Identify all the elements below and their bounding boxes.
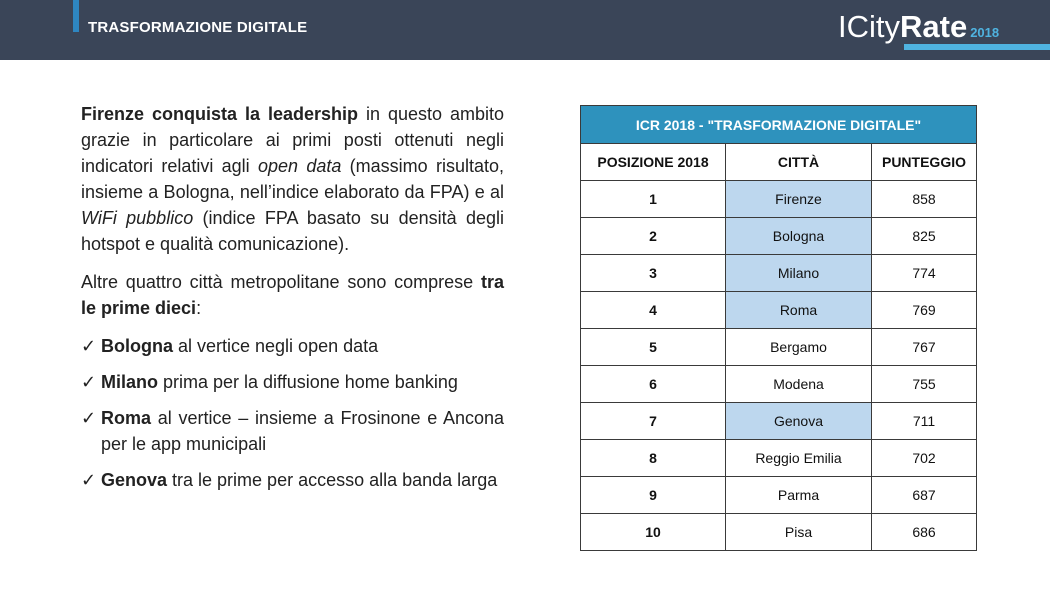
paragraph-text: Altre quattro città metropolitane sono comprese bbox=[81, 272, 481, 292]
bullet-city: Bologna bbox=[101, 336, 173, 356]
logo-text-icity: ICity bbox=[838, 9, 900, 44]
paragraph-text: (massimo risultato, insieme a Bologna, nell’indice elaborato da FPA) e al bbox=[81, 156, 505, 202]
table-row bbox=[581, 366, 977, 403]
icityrate-logo bbox=[838, 8, 1050, 52]
cell-position: 2 bbox=[581, 218, 726, 255]
checkmark-icon: ✓ bbox=[81, 408, 97, 428]
paragraph-italic: WiFi pubblico bbox=[81, 208, 194, 228]
bullet-item bbox=[81, 467, 504, 493]
logo-underline bbox=[904, 44, 1050, 50]
cell-score: 702 bbox=[872, 440, 977, 477]
bullet-city: Milano bbox=[101, 372, 158, 392]
paragraph-bold: Firenze conquista la leadership bbox=[81, 104, 358, 124]
bullet-text: al vertice – insieme a Frosinone e Ancona per le app municipali bbox=[101, 408, 504, 454]
table-row bbox=[581, 329, 977, 366]
cell-city: Reggio Emilia bbox=[726, 440, 872, 477]
cell-city: Pisa bbox=[726, 514, 872, 551]
cell-position: 1 bbox=[581, 181, 726, 218]
bullet-item bbox=[81, 333, 504, 359]
checkmark-icon: ✓ bbox=[81, 336, 97, 356]
cell-city: Bergamo bbox=[726, 329, 872, 366]
cell-city: Parma bbox=[726, 477, 872, 514]
table-row bbox=[581, 218, 977, 255]
table-row bbox=[581, 440, 977, 477]
paragraph-bold: tra le prime dieci bbox=[81, 272, 504, 318]
cell-position: 6 bbox=[581, 366, 726, 403]
cell-score: 711 bbox=[872, 403, 977, 440]
cell-score: 686 bbox=[872, 514, 977, 551]
bullet-item bbox=[81, 405, 504, 457]
body-text bbox=[81, 101, 504, 503]
bullet-list bbox=[81, 333, 504, 493]
checkmark-icon: ✓ bbox=[81, 372, 97, 392]
bullet-city: Genova bbox=[101, 470, 168, 490]
paragraph-leadership bbox=[81, 101, 504, 257]
cell-position: 7 bbox=[581, 403, 726, 440]
cell-position: 9 bbox=[581, 477, 726, 514]
cell-position: 4 bbox=[581, 292, 726, 329]
cell-score: 687 bbox=[872, 477, 977, 514]
paragraph-italic: open data bbox=[257, 156, 342, 176]
ranking-table bbox=[580, 105, 977, 551]
cell-score: 767 bbox=[872, 329, 977, 366]
column-header-score: PUNTEGGIO bbox=[872, 144, 977, 181]
table-row bbox=[581, 292, 977, 329]
cell-position: 8 bbox=[581, 440, 726, 477]
paragraph-text: (indice FPA basato su densità degli hotspot e qualità comunicazione). bbox=[81, 208, 504, 254]
logo-text-rate: Rate bbox=[900, 9, 968, 44]
cell-city: Roma bbox=[726, 292, 872, 329]
cell-score: 769 bbox=[872, 292, 977, 329]
bullet-city: Roma bbox=[101, 408, 152, 428]
cell-city: Firenze bbox=[726, 181, 872, 218]
bullet-item bbox=[81, 369, 504, 395]
bullet-text: al vertice negli open data bbox=[173, 336, 379, 356]
table-body bbox=[581, 181, 977, 551]
table-row bbox=[581, 477, 977, 514]
cell-score: 825 bbox=[872, 218, 977, 255]
cell-position: 10 bbox=[581, 514, 726, 551]
header-bar bbox=[0, 0, 1050, 60]
cell-position: 3 bbox=[581, 255, 726, 292]
paragraph-other-cities bbox=[81, 269, 504, 321]
table-row bbox=[581, 181, 977, 218]
cell-city: Bologna bbox=[726, 218, 872, 255]
header-accent bbox=[73, 0, 79, 32]
cell-city: Milano bbox=[726, 255, 872, 292]
cell-score: 858 bbox=[872, 181, 977, 218]
table-row bbox=[581, 255, 977, 292]
table-row bbox=[581, 514, 977, 551]
cell-score: 755 bbox=[872, 366, 977, 403]
column-header-position: POSIZIONE 2018 bbox=[581, 144, 726, 181]
table-caption: ICR 2018 - "TRASFORMAZIONE DIGITALE" bbox=[581, 106, 977, 144]
cell-city: Modena bbox=[726, 366, 872, 403]
cell-city: Genova bbox=[726, 403, 872, 440]
checkmark-icon: ✓ bbox=[81, 470, 97, 490]
bullet-text: prima per la diffusione home banking bbox=[158, 372, 458, 392]
table-row bbox=[581, 403, 977, 440]
bullet-text: tra le prime per accesso alla banda larga bbox=[167, 470, 498, 490]
cell-score: 774 bbox=[872, 255, 977, 292]
column-header-city: CITTÀ bbox=[726, 144, 872, 181]
paragraph-text: in questo ambito grazie in particolare ai primi posti ottenuti negli indicatori relativi agli bbox=[81, 104, 504, 176]
logo-year: 2018 bbox=[970, 25, 1000, 40]
paragraph-text: : bbox=[196, 298, 202, 318]
cell-position: 5 bbox=[581, 329, 726, 366]
page-title: TRASFORMAZIONE DIGITALE bbox=[88, 19, 308, 36]
